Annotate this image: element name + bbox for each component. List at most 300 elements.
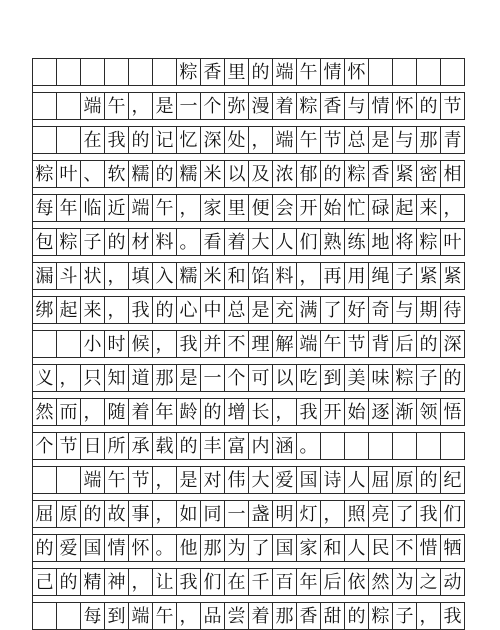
grid-cell (393, 568, 417, 596)
title-char: 里 (227, 62, 246, 83)
grid-cell (273, 500, 297, 528)
grid-cell (81, 466, 105, 494)
essay-char: 为 (227, 538, 246, 559)
grid-cell (393, 330, 417, 358)
essay-char: 不 (395, 538, 414, 559)
grid-cell (57, 330, 81, 358)
essay-char: 弥 (227, 96, 246, 117)
essay-char: 糯 (131, 164, 150, 185)
grid-cell (129, 160, 153, 188)
essay-char: 国 (83, 538, 102, 559)
essay-char: 龄 (179, 402, 198, 423)
grid-cell (33, 534, 57, 562)
grid-cell (225, 92, 249, 120)
essay-char: 的 (419, 96, 438, 117)
grid-cell (369, 194, 393, 222)
grid-cell (153, 296, 177, 324)
grid-cell (321, 432, 345, 460)
grid-cell (441, 160, 465, 188)
grid-cell (225, 500, 249, 528)
grid-cell (273, 262, 297, 290)
grid-cell (129, 262, 153, 290)
grid-cell (417, 432, 441, 460)
grid-cell (273, 432, 297, 460)
grid-cell (345, 160, 369, 188)
grid-cell (57, 432, 81, 460)
grid-cell (249, 126, 273, 154)
grid-cell (393, 194, 417, 222)
essay-char: 然 (35, 402, 54, 423)
grid-cell (81, 398, 105, 426)
grid-cell (81, 500, 105, 528)
title-cell (273, 58, 297, 86)
essay-char: 香 (323, 96, 342, 117)
essay-char: 与 (347, 96, 366, 117)
grid-cell (273, 160, 297, 188)
grid-cell (393, 602, 417, 630)
grid-cell (81, 330, 105, 358)
grid-cell (297, 466, 321, 494)
grid-cell (153, 466, 177, 494)
essay-char: 原 (395, 470, 414, 491)
essay-char: 奇 (371, 300, 390, 321)
essay-char: 那 (203, 538, 222, 559)
essay-char: 漏 (35, 266, 54, 287)
grid-cell (57, 602, 81, 630)
grid-cell (177, 602, 201, 630)
grid-cell (297, 296, 321, 324)
grid-cell (417, 262, 441, 290)
grid-cell (273, 296, 297, 324)
grid-cell (273, 92, 297, 120)
grid-cell (57, 534, 81, 562)
essay-char: 可 (251, 368, 270, 389)
grid-cell (105, 534, 129, 562)
grid-cell (225, 398, 249, 426)
grid-cell (249, 92, 273, 120)
essay-char: 午 (155, 606, 174, 627)
grid-cell (105, 160, 129, 188)
title-cell (201, 58, 225, 86)
essay-char: 总 (227, 300, 246, 321)
essay-char: 心 (179, 300, 198, 321)
grid-cell (177, 296, 201, 324)
grid-cell (273, 330, 297, 358)
essay-char: 所 (107, 436, 126, 457)
grid-cell (129, 228, 153, 256)
essay-char: 依 (347, 572, 366, 593)
grid-cell (129, 398, 153, 426)
essay-char: 个 (227, 368, 246, 389)
essay-char: 端 (131, 606, 150, 627)
grid-cell (153, 92, 177, 120)
grid-cell (81, 568, 105, 596)
grid-cell (417, 126, 441, 154)
grid-cell (81, 534, 105, 562)
essay-char: 青 (443, 130, 462, 151)
grid-cell (345, 330, 369, 358)
essay-char: 期 (419, 300, 438, 321)
essay-char: 大 (251, 470, 270, 491)
essay-char: 承 (131, 436, 150, 457)
essay-char: 料 (155, 232, 174, 253)
grid-cell (369, 126, 393, 154)
essay-char: 午 (107, 96, 126, 117)
essay-char: 情 (107, 538, 126, 559)
grid-cell (57, 500, 81, 528)
essay-char: 处 (227, 130, 246, 151)
essay-char: 与 (395, 130, 414, 151)
grid-cell (33, 296, 57, 324)
essay-char: 道 (131, 368, 150, 389)
grid-cell (105, 262, 129, 290)
grid-cell (33, 432, 57, 460)
grid-cell (441, 602, 465, 630)
grid-cell (153, 568, 177, 596)
essay-char: 一 (179, 96, 198, 117)
grid-cell (81, 296, 105, 324)
essay-char: 软 (107, 164, 126, 185)
grid-cell (225, 262, 249, 290)
grid-cell (81, 432, 105, 460)
essay-char: 我 (107, 130, 126, 151)
essay-char: 节 (323, 130, 342, 151)
grid-cell (201, 262, 225, 290)
grid-cell (249, 602, 273, 630)
essay-char: 每 (83, 606, 102, 627)
grid-cell (177, 364, 201, 392)
essay-char: 美 (347, 368, 366, 389)
grid-cell (105, 602, 129, 630)
essay-char: 香 (299, 606, 318, 627)
title-char: 午 (299, 62, 318, 83)
grid-cell (297, 602, 321, 630)
essay-char: 年 (299, 572, 318, 593)
essay-char: 。 (179, 232, 198, 253)
grid-cell (177, 500, 201, 528)
grid-cell (249, 262, 273, 290)
grid-cell (153, 602, 177, 630)
grid-cell (201, 160, 225, 188)
essay-char: 端 (83, 470, 102, 491)
essay-char: 着 (251, 606, 270, 627)
essay-char: 以 (227, 164, 246, 185)
grid-cell (201, 398, 225, 426)
essay-char: 填 (131, 266, 150, 287)
grid-cell (249, 296, 273, 324)
grid-cell (417, 568, 441, 596)
essay-char: 甜 (323, 606, 342, 627)
essay-char: 吃 (299, 368, 318, 389)
grid-cell (153, 126, 177, 154)
essay-char: 那 (275, 606, 294, 627)
essay-char: 那 (155, 368, 174, 389)
grid-cell (225, 602, 249, 630)
grid-cell (201, 296, 225, 324)
grid-cell (33, 228, 57, 256)
grid-cell (201, 228, 225, 256)
essay-char: 我 (443, 606, 462, 627)
essay-char: 我 (179, 572, 198, 593)
grid-cell (129, 92, 153, 120)
grid-cell (417, 602, 441, 630)
essay-char: 郁 (299, 164, 318, 185)
essay-char: ， (59, 368, 78, 389)
essay-char: 亮 (371, 504, 390, 525)
essay-char: 漫 (251, 96, 270, 117)
grid-cell (393, 296, 417, 324)
essay-char: 子 (395, 606, 414, 627)
essay-char: 端 (275, 130, 294, 151)
essay-char: 状 (83, 266, 102, 287)
grid-cell (297, 262, 321, 290)
grid-cell (153, 330, 177, 358)
essay-char: 国 (299, 470, 318, 491)
essay-char: 了 (251, 538, 270, 559)
grid-cell (393, 160, 417, 188)
essay-char: 粽 (299, 96, 318, 117)
grid-cell (57, 398, 81, 426)
grid-cell (105, 568, 129, 596)
essay-char: 粽 (59, 232, 78, 253)
grid-cell (33, 194, 57, 222)
essay-char: ， (155, 470, 174, 491)
grid-cell (153, 228, 177, 256)
grid-cell (57, 466, 81, 494)
essay-char: 馅 (251, 266, 270, 287)
essay-char: 相 (443, 164, 462, 185)
essay-char: 后 (323, 572, 342, 593)
grid-cell (417, 194, 441, 222)
grid-cell (57, 262, 81, 290)
essay-char: 载 (155, 436, 174, 457)
grid-cell (225, 228, 249, 256)
essay-char: 香 (371, 164, 390, 185)
essay-char: 对 (203, 470, 222, 491)
essay-char: 纪 (443, 470, 462, 491)
title-char: 香 (203, 62, 222, 83)
grid-cell (441, 500, 465, 528)
grid-cell (369, 228, 393, 256)
grid-cell (345, 602, 369, 630)
grid-cell (33, 466, 57, 494)
grid-cell (177, 432, 201, 460)
grid-cell (321, 126, 345, 154)
grid-cell (177, 466, 201, 494)
grid-cell (33, 262, 57, 290)
essay-char: 以 (275, 368, 294, 389)
grid-cell (57, 228, 81, 256)
grid-cell (177, 92, 201, 120)
grid-cell (321, 398, 345, 426)
essay-char: 增 (227, 402, 246, 423)
grid-cell (273, 568, 297, 596)
grid-cell (321, 296, 345, 324)
grid-cell (345, 194, 369, 222)
grid-cell (105, 398, 129, 426)
title-cell (369, 58, 393, 86)
grid-cell (105, 466, 129, 494)
grid-cell (297, 364, 321, 392)
grid-cell (153, 160, 177, 188)
essay-char: 节 (347, 334, 366, 355)
essay-char: 是 (251, 300, 270, 321)
grid-cell (393, 432, 417, 460)
essay-char: 节 (59, 436, 78, 457)
grid-cell (321, 160, 345, 188)
grid-cell (417, 330, 441, 358)
grid-cell (393, 534, 417, 562)
essay-char: 记 (155, 130, 174, 151)
grid-cell (153, 500, 177, 528)
essay-char: ， (323, 504, 342, 525)
grid-cell (129, 364, 153, 392)
grid-cell (369, 432, 393, 460)
essay-char: 的 (155, 300, 174, 321)
essay-char: ， (419, 606, 438, 627)
grid-cell (273, 194, 297, 222)
essay-char: 午 (323, 334, 342, 355)
essay-char: 为 (395, 572, 414, 593)
essay-char: ， (179, 198, 198, 219)
essay-char: 只 (83, 368, 102, 389)
grid-cell (225, 568, 249, 596)
essay-char: 小 (83, 334, 102, 355)
essay-char: 时 (107, 334, 126, 355)
grid-cell (345, 262, 369, 290)
grid-cell (225, 160, 249, 188)
title-cell (105, 58, 129, 86)
essay-char: 一 (203, 368, 222, 389)
essay-char: 丰 (203, 436, 222, 457)
essay-char: 着 (227, 232, 246, 253)
grid-cell (441, 398, 465, 426)
essay-char: 诗 (323, 470, 342, 491)
essay-char: 端 (299, 334, 318, 355)
essay-char: 待 (443, 300, 462, 321)
grid-cell (417, 228, 441, 256)
essay-char: ， (107, 266, 126, 287)
grid-cell (393, 228, 417, 256)
essay-char: 会 (275, 198, 294, 219)
essay-char: 牺 (443, 538, 462, 559)
grid-cell (345, 568, 369, 596)
essay-char: 理 (251, 334, 270, 355)
grid-cell (33, 602, 57, 630)
essay-char: 端 (83, 96, 102, 117)
grid-cell (201, 568, 225, 596)
grid-cell (57, 194, 81, 222)
essay-char: 午 (107, 470, 126, 491)
grid-cell (249, 160, 273, 188)
grid-cell (417, 500, 441, 528)
grid-cell (393, 364, 417, 392)
grid-cell (369, 364, 393, 392)
grid-cell (201, 500, 225, 528)
grid-cell (153, 262, 177, 290)
essay-char: 渐 (395, 402, 414, 423)
grid-cell (177, 126, 201, 154)
grid-cell (441, 262, 465, 290)
grid-cell (441, 568, 465, 596)
grid-cell (201, 466, 225, 494)
essay-char: 民 (371, 538, 390, 559)
title-cell (33, 58, 57, 86)
grid-cell (297, 160, 321, 188)
essay-char: 我 (131, 300, 150, 321)
essay-char: 解 (275, 334, 294, 355)
grid-cell (321, 92, 345, 120)
essay-char: 包 (35, 232, 54, 253)
essay-char: 如 (179, 504, 198, 525)
grid-cell (201, 194, 225, 222)
essay-char: 子 (419, 368, 438, 389)
grid-cell (225, 330, 249, 358)
grid-cell (273, 466, 297, 494)
essay-char: ， (131, 96, 150, 117)
grid-cell (273, 126, 297, 154)
grid-cell (129, 602, 153, 630)
grid-cell (297, 330, 321, 358)
grid-cell (441, 466, 465, 494)
grid-cell (105, 500, 129, 528)
essay-char: 的 (419, 470, 438, 491)
essay-char: 之 (419, 572, 438, 593)
essay-char: 精 (83, 572, 102, 593)
grid-cell (105, 194, 129, 222)
essay-char: 叶 (443, 232, 462, 253)
grid-cell (177, 160, 201, 188)
essay-char: 后 (395, 334, 414, 355)
grid-cell (81, 160, 105, 188)
grid-cell (417, 398, 441, 426)
essay-char: 密 (419, 164, 438, 185)
essay-char: 节 (443, 96, 462, 117)
essay-char: 不 (227, 334, 246, 355)
grid-cell (393, 126, 417, 154)
grid-cell (441, 296, 465, 324)
grid-cell (57, 568, 81, 596)
grid-cell (225, 432, 249, 460)
grid-cell (417, 364, 441, 392)
essay-char: 的 (179, 436, 198, 457)
essay-char: ， (155, 334, 174, 355)
grid-cell (321, 568, 345, 596)
grid-cell (441, 364, 465, 392)
essay-char: 与 (395, 300, 414, 321)
grid-cell (297, 194, 321, 222)
essay-char: 材 (131, 232, 150, 253)
essay-char: 事 (131, 504, 150, 525)
essay-char: 在 (83, 130, 102, 151)
essay-char: 的 (323, 164, 342, 185)
essay-char: 年 (155, 402, 174, 423)
grid-cell (249, 534, 273, 562)
essay-char: ， (83, 402, 102, 423)
grid-cell (345, 296, 369, 324)
essay-char: 人 (347, 538, 366, 559)
essay-char: 紧 (395, 164, 414, 185)
essay-char: 忆 (179, 130, 198, 151)
grid-cell (105, 296, 129, 324)
essay-char: 个 (203, 96, 222, 117)
essay-char: 开 (323, 402, 342, 423)
grid-cell (57, 160, 81, 188)
grid-cell (105, 330, 129, 358)
essay-char: 紧 (419, 266, 438, 287)
essay-char: 富 (227, 436, 246, 457)
essay-char: 地 (371, 232, 390, 253)
